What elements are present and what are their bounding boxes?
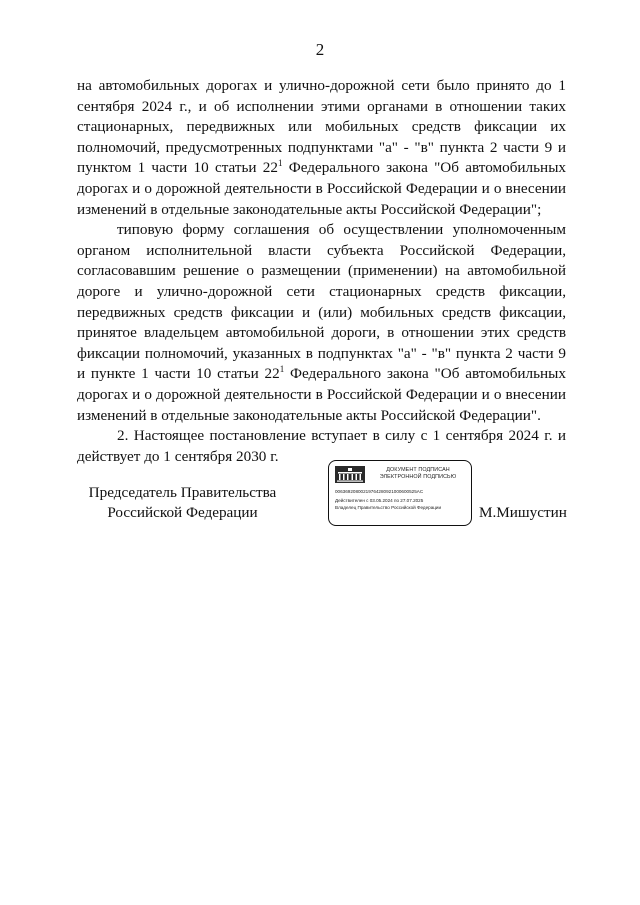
stamp-title-line: ЭЛЕКТРОННОЙ ПОДПИСЬЮ [379,473,457,480]
signer-position-line: Российской Федерации [107,504,258,521]
document-body [77,76,566,467]
paragraph-text: Федерального закона "Об автомобильных дорогах и о дорожной деятельности в Российской Федерации и о внесении изменений в отдельные законодательные акты Российской Федерации"; [77,159,566,218]
superscript-footnote: 1 [279,364,285,375]
paragraph-continuation [77,76,566,220]
stamp-title-line: ДОКУМЕНТ ПОДПИСАН [386,467,450,473]
signer-position [80,483,285,523]
electronic-signature-stamp [328,460,472,526]
paragraph-text: Федерального закона "Об автомобильных дорогах и о дорожной деятельности в Российской Федерации и о внесении изменений в отдельные законодательные акты Российской Федерации". [77,365,566,424]
signer-name: М.Мишустин [479,504,567,521]
signer-position-line: Председатель Правительства [88,484,277,501]
paragraph-standard-form [77,220,566,426]
stamp-certificate-number: 00636920800219764280921000600525AC [335,489,424,494]
stamp-owner: Владелец Правительство Российской Федерации [335,505,442,510]
paragraph-text: типовую форму соглашения об осуществлении уполномоченным органом исполнительной власти субъекта Российской Федерации, согласовавшим решение о размещении (применении) на автомобильной дороге и улично-дорожной сети стационарных средств фиксации, передвижных средств фиксации и (или) мобильных средств фиксации, принятое владельцем автомобильной дороги, в отношении этих средств фиксации полномочий, указанных в подпунктах "а" - "в" пункта 2 части 9 и пункте 1 части 10 статьи 22 [77,221,566,383]
building-emblem-icon [335,466,365,483]
paragraph-effective-date: 2. Настоящее постановление вступает в силу с 1 сентября 2024 г. и действует до 1 сентября 2030 г. [77,427,566,465]
stamp-validity: Действителен с 03.05.2024 по 27.07.2025 [335,498,424,503]
stamp-title [367,467,469,480]
superscript-footnote: 1 [277,158,283,169]
paragraph-text: на автомобильных дорогах и улично-дорожной сети было принято до 1 сентября 2024 г., и об исполнении этими органами в отношении таких стационарных, передвижных или мобильных средств фиксации их полномочий, предусмотренных подпунктами "а" - "в" пункта 2 части 9 и пунктом 1 части 10 статьи 22 [77,77,566,177]
page-number: 2 [315,40,325,59]
